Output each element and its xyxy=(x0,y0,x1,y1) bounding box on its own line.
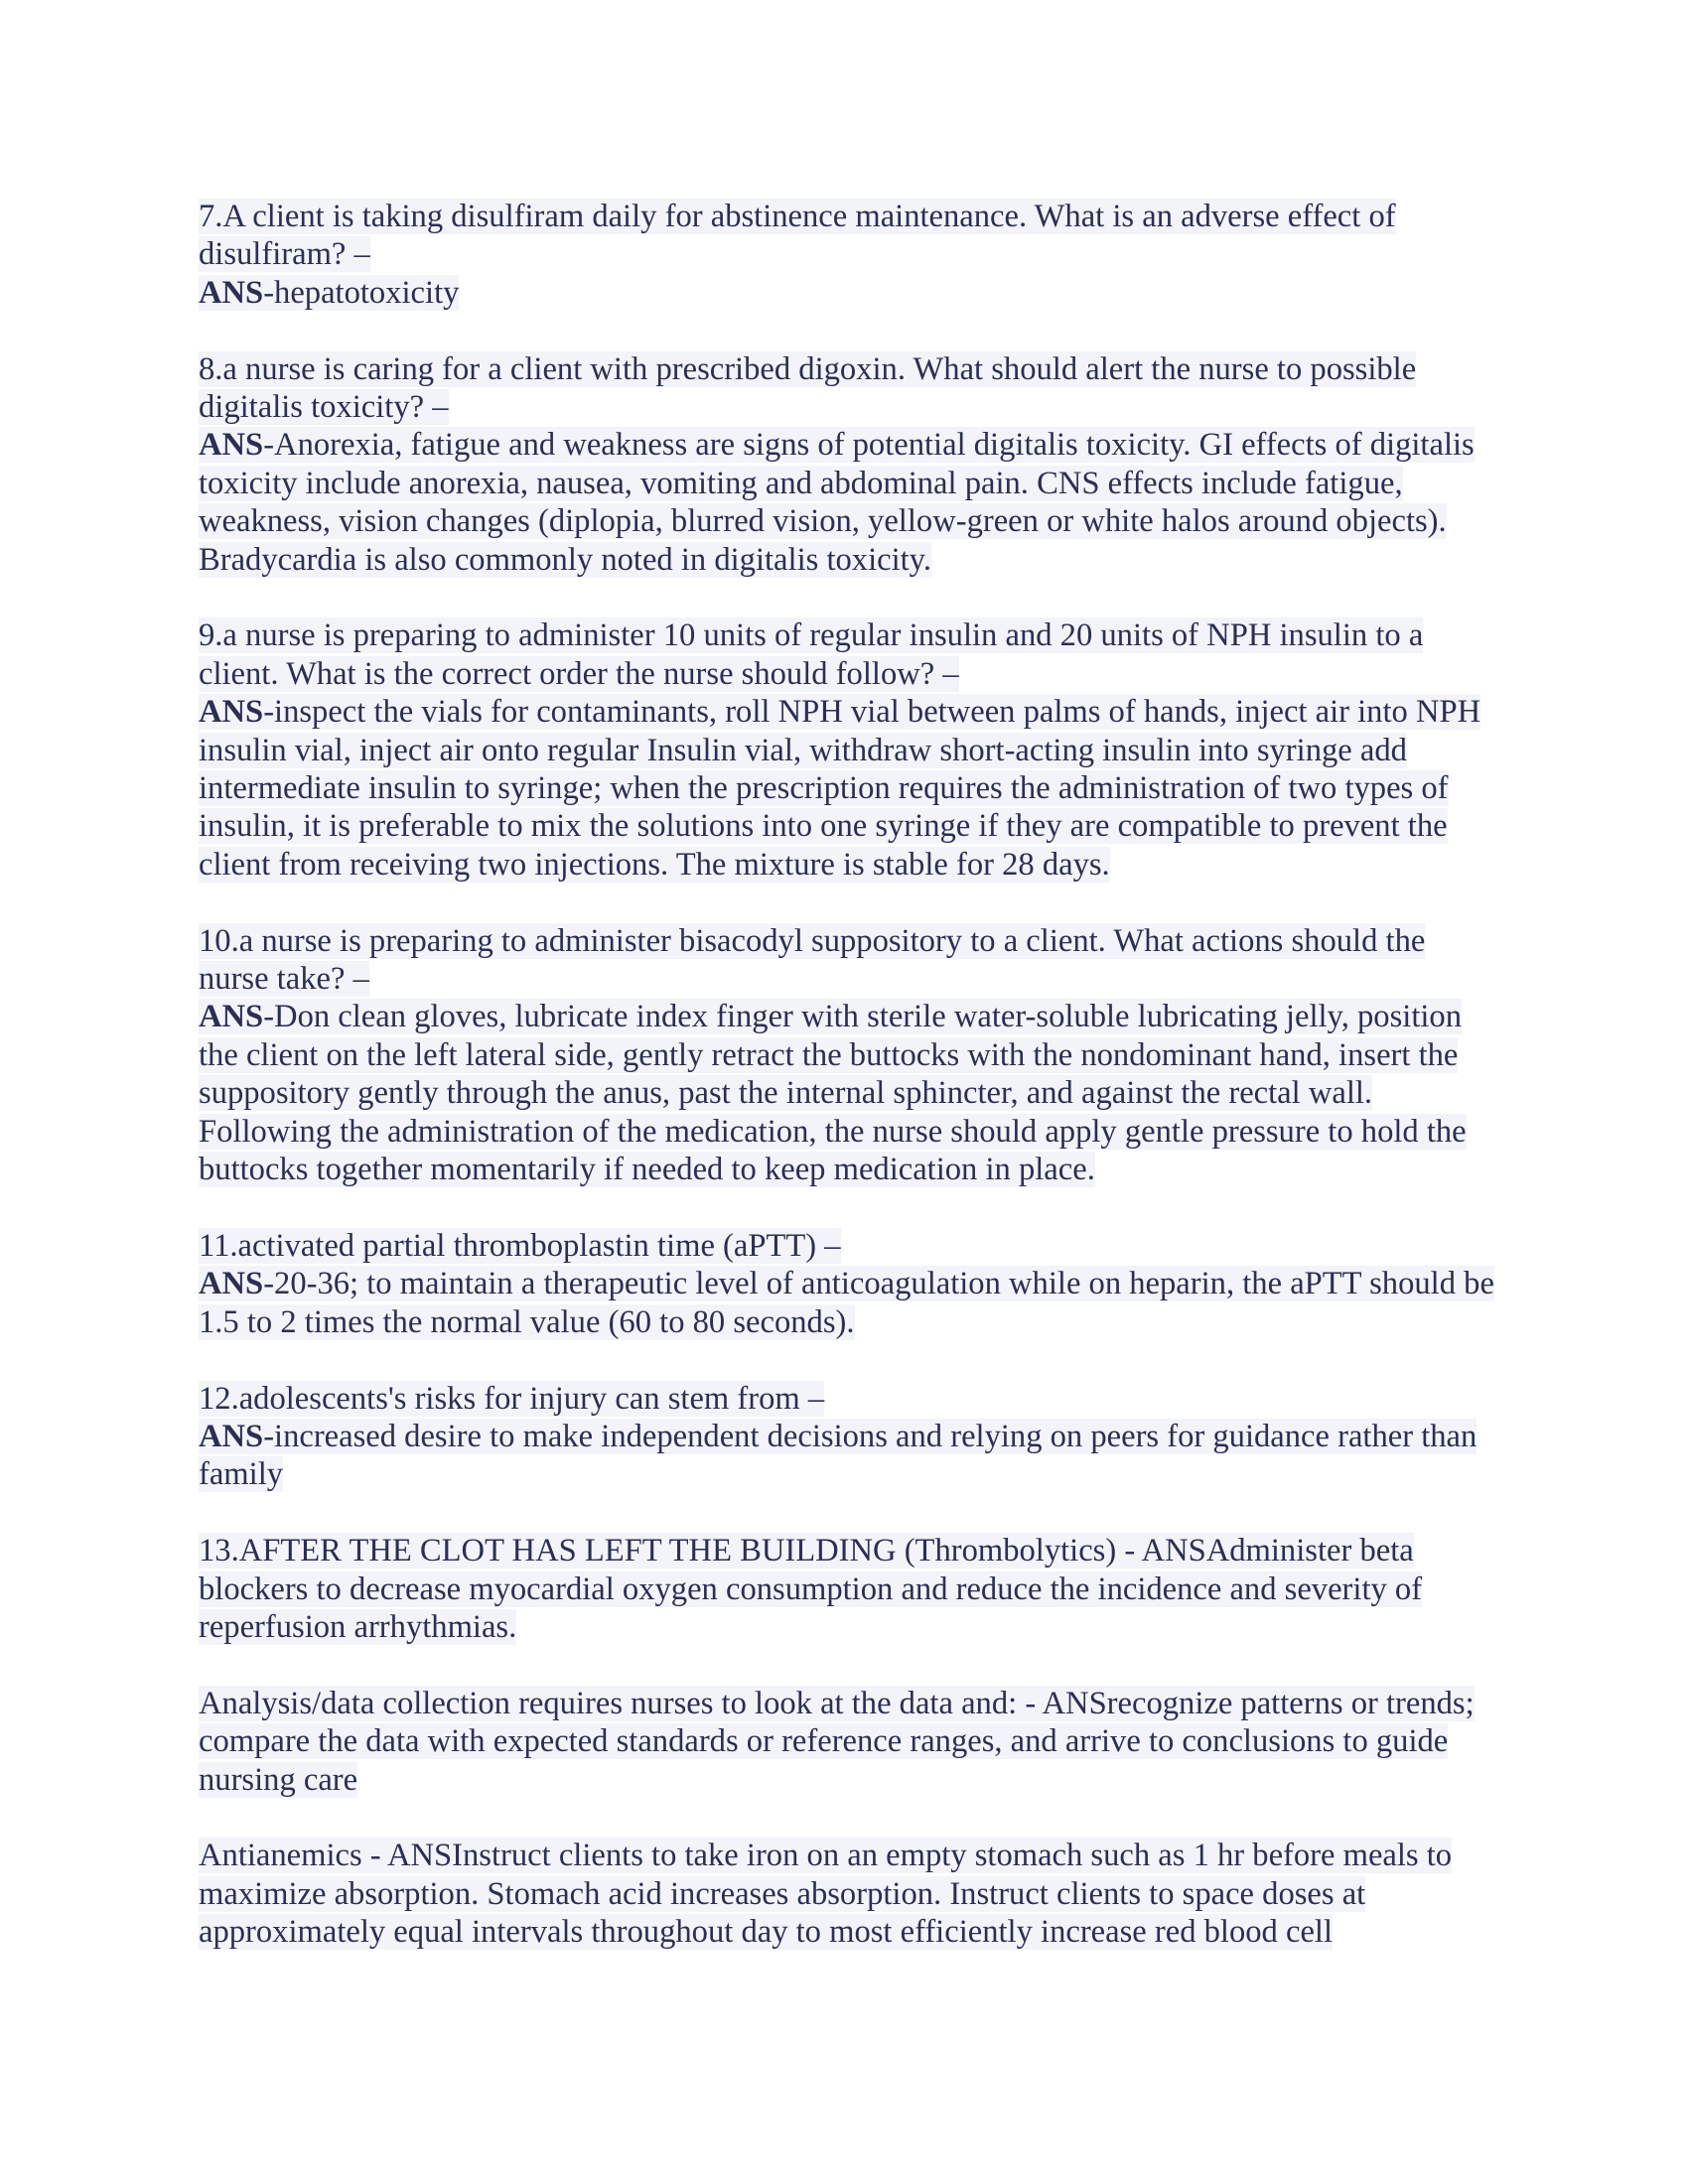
qa-item-10 xyxy=(199,922,1499,1189)
ans-label: ANS xyxy=(199,1418,264,1454)
ans-label: ANS xyxy=(199,427,264,464)
qa-item-7 xyxy=(199,198,1499,312)
paragraph-text: Antianemics - ANSInstruct clients to take iron on an empty stomach such as 1 hr before meals to maximize absorption. Stomach acid increases absorption. Instruct clients to space doses at approximately equal intervals throughout day to most efficiently increase red blood cell xyxy=(199,1838,1453,1951)
question-text: 7.A client is taking disulfiram daily for abstinence maintenance. What is an adverse effect of disulfiram? – xyxy=(199,199,1396,273)
question-text: 10.a nurse is preparing to administer bisacodyl suppository to a client. What actions should the nurse take? – xyxy=(199,922,1426,998)
qa-item-11 xyxy=(199,1227,1499,1341)
ans-label: ANS xyxy=(199,999,264,1035)
ans-label: ANS xyxy=(199,694,264,731)
question-text: 8.a nurse is caring for a client with prescribed digoxin. What should alert the nurse to possible digitalis toxicity? – xyxy=(199,350,1417,426)
paragraph-analysis xyxy=(199,1685,1499,1799)
answer-text: -Anorexia, fatigue and weakness are signs of potential digitalis toxicity. GI effects of digitalis toxicity include anorexia, nausea, vomiting and abdominal pain. CNS effects include fatigue, weakness, vision changes (diplopia, blurred vision, yellow-green or white halos around objects). Bradycardia is also commonly noted in digitalis toxicity. xyxy=(199,427,1475,578)
paragraph-text: Analysis/data collection requires nurses to look at the data and: - ANSrecognize patterns or trends; compare the data with expected standards or reference ranges, and arrive to conclusions to guide nursing care xyxy=(199,1685,1475,1798)
answer-text: -Don clean gloves, lubricate index finger with sterile water-soluble lubricating jelly, position the client on the left lateral side, gently retract the buttocks with the nondominant hand, insert the suppository gently through the anus, past the internal sphincter, and against the rectal wall. Following the administration of the medication, the nurse should apply gentle pressure to hold the buttocks together momentarily if needed to keep medication in place. xyxy=(199,999,1467,1188)
qa-item-9 xyxy=(199,616,1499,884)
answer-text: -increased desire to make independent decisions and relying on peers for guidance rather than family xyxy=(199,1418,1477,1493)
question-text: 11.activated partial thromboplastin time (aPTT) – xyxy=(199,1227,841,1264)
document-page xyxy=(199,198,1499,1989)
answer-text: -inspect the vials for contaminants, roll NPH vial between palms of hands, inject air into NPH insulin vial, inject air onto regular Insulin vial, withdraw short-acting insulin into syringe add intermediate insulin to syringe; when the prescription requires the administration of two types of insulin, it is preferable to mix the solutions into one syringe if they are compatible to prevent the client from receiving two injections. The mixture is stable for 28 days. xyxy=(199,694,1481,883)
question-text: 12.adolescents's risks for injury can stem from – xyxy=(199,1380,825,1417)
answer-text: -20-36; to maintain a therapeutic level of anticoagulation while on heparin, the aPTT should be 1.5 to 2 times the normal value (60 to 80 seconds). xyxy=(199,1266,1494,1340)
ans-label: ANS xyxy=(199,274,264,311)
qa-item-12 xyxy=(199,1380,1499,1494)
question-text: 9.a nurse is preparing to administer 10 units of regular insulin and 20 units of NPH insulin to a client. What is the correct order the nurse should follow? – xyxy=(199,617,1424,692)
qa-item-8 xyxy=(199,350,1499,579)
ans-label: ANS xyxy=(199,1266,264,1302)
answer-text: -hepatotoxicity xyxy=(263,274,460,311)
paragraph-antianemics xyxy=(199,1837,1499,1951)
paragraph-thrombolytics xyxy=(199,1532,1499,1646)
paragraph-text: 13.AFTER THE CLOT HAS LEFT THE BUILDING (Thrombolytics) - ANSAdminister beta blockers to decrease myocardial oxygen consumption and reduce the incidence and severity of reperfusion arrhythmias. xyxy=(199,1533,1423,1645)
